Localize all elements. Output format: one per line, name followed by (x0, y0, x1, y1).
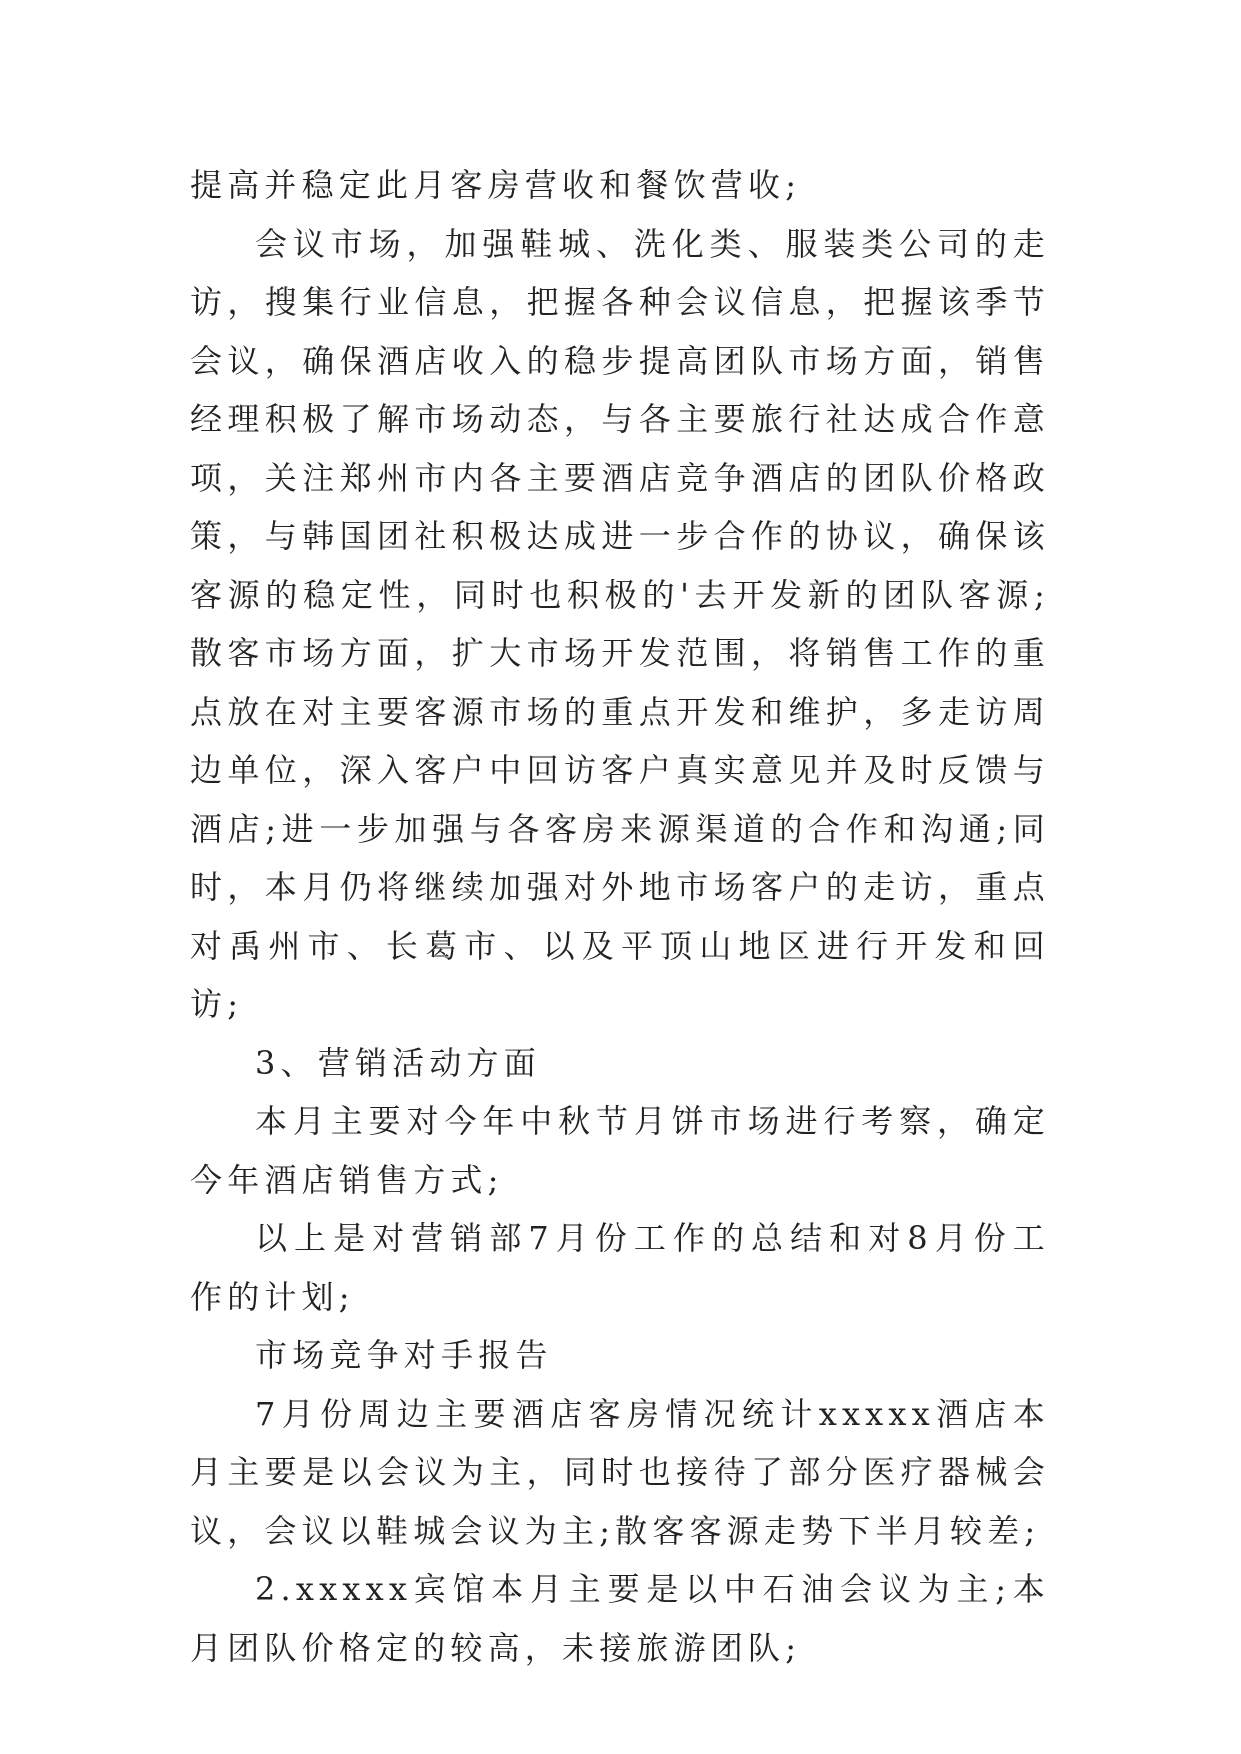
paragraph-3: 3、营销活动方面 (255, 1043, 541, 1082)
paragraph-6: 市场竞争对手报告 (255, 1336, 553, 1374)
paragraph-4: 本月主要对今年中秋节月饼市场进行考察，确定今年酒店销售方式; (190, 1102, 1050, 1199)
paragraph-5: 以上是对营销部7月份工作的总结和对8月份工作的计划; (190, 1219, 1050, 1316)
paragraph-2: 会议市场，加强鞋城、洗化类、服装类公司的走访，搜集行业信息，把握各种会议信息，把握该季节会议，确保酒店收入的稳步提高团队市场方面，销售经理积极了解市场动态，与各主要旅行社达成合作意项，关注郑州市内各主要酒店竞争酒店的团队价格政策，与韩国团社积极达成进一步合作的协议，确保该客源的稳定性，同时也积极的'去开发新的团队客源;散客市场方面，扩大市场开发范围，将销售工作的重点放在对主要客源市场的重点开发和维护，多走访周边单位，深入客户中回访客户真实意见并及时反馈与酒店;进一步加强与各客房来源渠道的合作和沟通;同时，本月仍将继续加强对外地市场客户的走访，重点对禹州市、长葛市、以及平顶山地区进行开发和回访; (190, 224, 1050, 1023)
paragraph-1: 提高并稳定此月客房营收和餐饮营收; (190, 166, 802, 204)
paragraph-7: 7月份周边主要酒店客房情况统计xxxxx酒店本月主要是以会议为主，同时也接待了部分医疗器械会议，会议以鞋城会议为主;散客客源走势下半月较差; (190, 1394, 1050, 1550)
paragraph-8: 2.xxxxx宾馆本月主要是以中石油会议为主;本月团队价格定的较高，未接旅游团队; (190, 1570, 1050, 1667)
document-body (190, 156, 1050, 1677)
